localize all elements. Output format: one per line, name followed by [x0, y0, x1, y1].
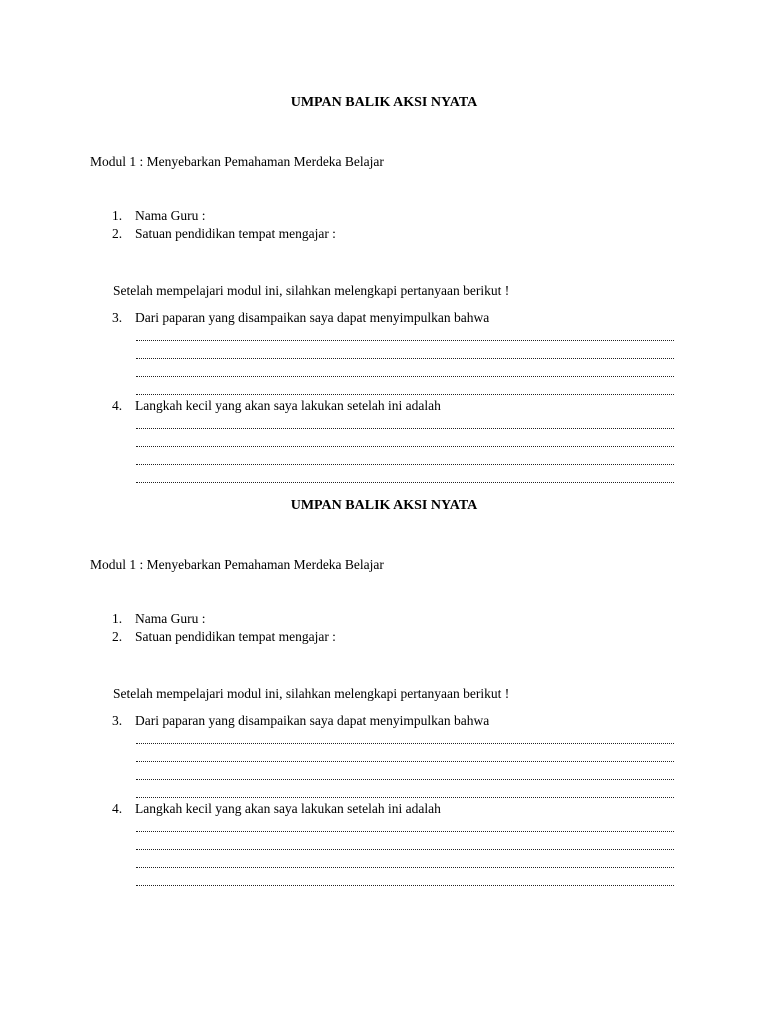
- item-number: 2.: [112, 629, 123, 644]
- question-text: Dari paparan yang disampaikan saya dapat menyimpulkan bahwa: [135, 310, 490, 325]
- answer-lines[interactable]: [136, 730, 674, 802]
- form-title: UMPAN BALIK AKSI NYATA: [290, 498, 478, 513]
- item-school: [112, 225, 336, 243]
- item-text: Satuan pendidikan tempat mengajar :: [135, 629, 336, 644]
- question-number: 4.: [112, 801, 123, 816]
- item-text: Nama Guru :: [135, 611, 206, 626]
- answer-line[interactable]: [136, 762, 674, 780]
- answer-line[interactable]: [136, 726, 674, 744]
- answer-line[interactable]: [136, 832, 674, 850]
- question-number: 4.: [112, 398, 123, 413]
- form-title: UMPAN BALIK AKSI NYATA: [290, 95, 478, 110]
- question-text: Dari paparan yang disampaikan saya dapat menyimpulkan bahwa: [135, 713, 490, 728]
- answer-line[interactable]: [136, 744, 674, 762]
- answer-line[interactable]: [136, 377, 674, 395]
- module-label: Modul 1 : Menyebarkan Pemahaman Merdeka Belajar: [90, 154, 384, 169]
- answer-line[interactable]: [136, 868, 674, 886]
- answer-line[interactable]: [136, 429, 674, 447]
- item-text: Satuan pendidikan tempat mengajar :: [135, 226, 336, 241]
- answer-line[interactable]: [136, 850, 674, 868]
- question-number: 3.: [112, 310, 123, 325]
- answer-line[interactable]: [136, 447, 674, 465]
- answer-line[interactable]: [136, 323, 674, 341]
- item-number: 2.: [112, 226, 123, 241]
- instruction-text: Setelah mempelajari modul ini, silahkan melengkapi pertanyaan berikut !: [113, 283, 510, 298]
- answer-line[interactable]: [136, 814, 674, 832]
- answer-line[interactable]: [136, 359, 674, 377]
- item-teacher-name: [112, 610, 205, 628]
- item-text: Nama Guru :: [135, 208, 206, 223]
- item-teacher-name: [112, 207, 205, 225]
- item-school: [112, 628, 336, 646]
- answer-lines[interactable]: [136, 818, 674, 890]
- item-number: 1.: [112, 611, 123, 626]
- item-number: 1.: [112, 208, 123, 223]
- answer-line[interactable]: [136, 411, 674, 429]
- question-number: 3.: [112, 713, 123, 728]
- answer-line[interactable]: [136, 780, 674, 798]
- question-text: Langkah kecil yang akan saya lakukan setelah ini adalah: [135, 801, 441, 816]
- answer-line[interactable]: [136, 341, 674, 359]
- instruction-text: Setelah mempelajari modul ini, silahkan melengkapi pertanyaan berikut !: [113, 686, 510, 701]
- answer-lines[interactable]: [136, 415, 674, 487]
- module-label: Modul 1 : Menyebarkan Pemahaman Merdeka Belajar: [90, 557, 384, 572]
- answer-lines[interactable]: [136, 327, 674, 399]
- question-text: Langkah kecil yang akan saya lakukan setelah ini adalah: [135, 398, 441, 413]
- answer-line[interactable]: [136, 465, 674, 483]
